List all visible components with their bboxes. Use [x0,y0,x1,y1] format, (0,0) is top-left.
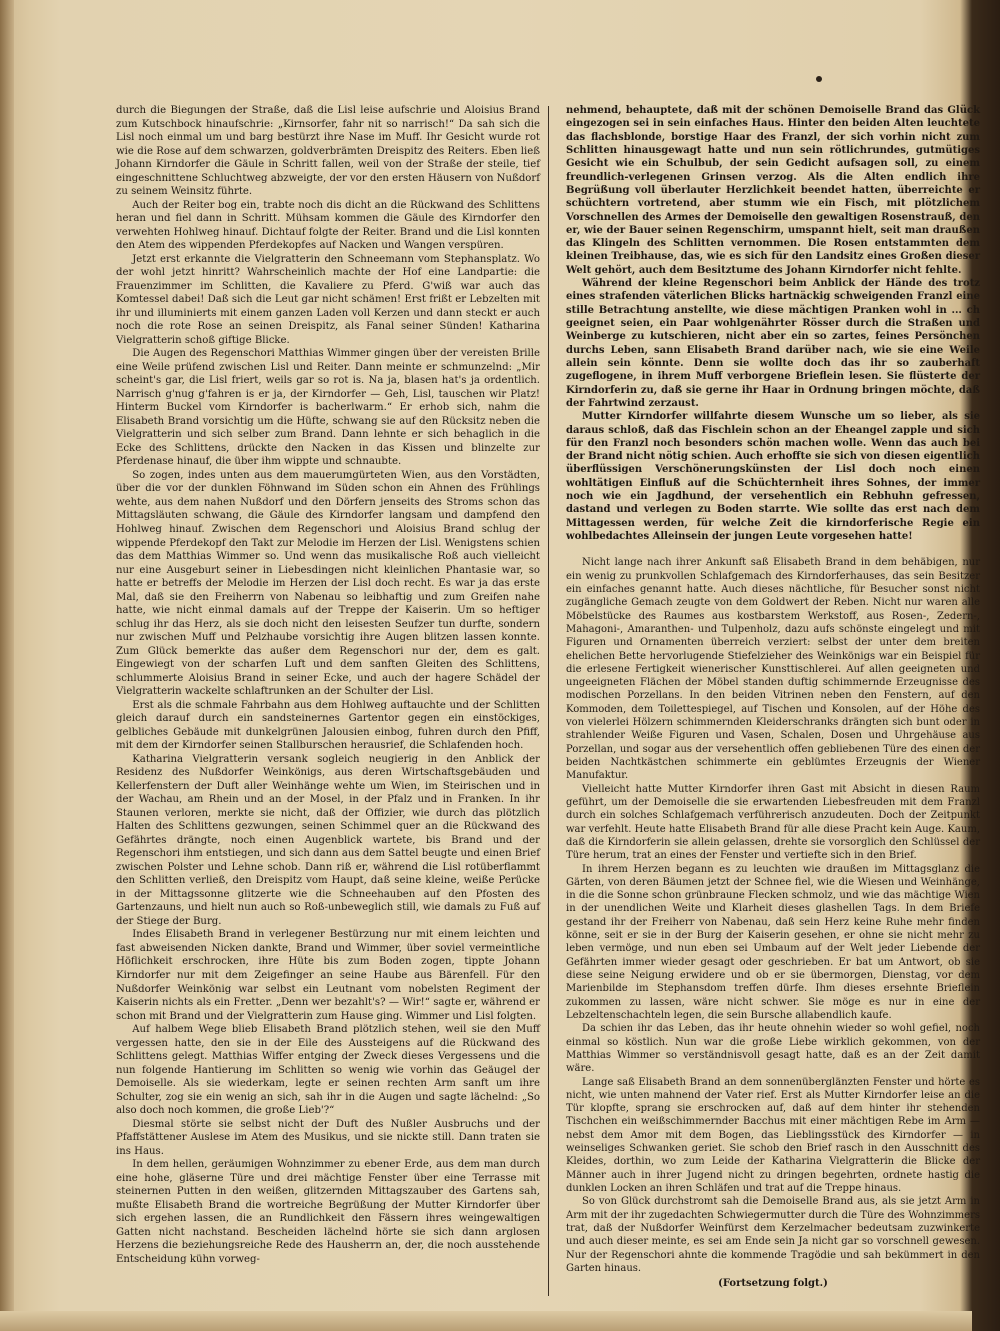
paragraph: Erst als die schmale Fahrbahn aus dem Hohlweg auftauchte und der Schlitten gleich darauf durch ein sandsteinernes Gartentor gegen ein einstöckiges, gelbliches Gebäude mit dunkelgrünen Jalousien einbog, fuhren durch den Pfiff, mit dem der Kirndorfer seinen Stallburschen herausrief, die Schlafenden hoch. [116,699,540,752]
paragraph: So von Glück durchstromt sah die Demoiselle Brand aus, als sie jetzt Arm in Arm mit der ihr zugedachten Schwiegermutter durch die Türe des Wohnzimmers trat, daß der Nußdorfer Weinfürst dem Kerzelmacher bedeutsam zuzwinkerte und auch dieser meinte, es sei am Ende sein Ja nicht gar so vorschnell gewesen. Nur der Regenschori ahnte die kommende Tragödie und sah bekümmert in den Garten hinaus. [566,1196,980,1274]
paragraph: Indes Elisabeth Brand in verlegener Bestürzung nur mit einem leichten und fast abweisenden Nicken dankte, Brand und Wimmer, über soviel vermeintliche Höflichkeit erschrocken, ihre Hüte bis zum Boden zogen, tippte Johann Kirndorfer nur mit dem Zeigefinger an seine Haube aus Bärenfell. Für den Nußdorfer Weinkönig war selbst ein Leutnant vom nobelsten Regiment der Kaiserin nichts als ein Fretter. „Denn wer bezahlt's? — Wir!“ sagte er, während er schon mit Brand und der Vielgratterin zum Hause ging. Wimmer und Lisl folgten. [116,929,540,1022]
paragraph: Auch der Reiter bog ein, trabte noch dis dicht an die Rückwand des Schlittens heran und fiel dann in Schritt. Mühsam kommen die Gäule des Kirndorfer den verwehten Hohlweg hinauf. Dichtauf folgte der Reiter. Brand und die Lisl konnten den Atem des wippenden Pferdekopfes auf Nacken und Wangen verspüren. [116,199,540,252]
paragraph: Jetzt erst erkannte die Vielgratterin den Schneemann vom Stephansplatz. Wo der wohl jetzt hinritt? Wahrscheinlich machte der Hof eine Landpartie: die Frauenzimmer im Schlitten, die Kavaliere zu Pferd. G'wiß war auch das Komtessel dabei! Daß sich die Leut gar nicht schämen! Erst frißt er Lebzelten mit ihr und illuminierts mit einem ganzen Laden voll Kerzen und dann steckt er auch noch die rote Rose an seinen Dreispitz, als Fanal seiner Sünden! Katharina Vielgratterin schoß giftige Blicke. [116,253,540,346]
paragraph: Auf halbem Wege blieb Elisabeth Brand plötzlich stehen, weil sie den Muff vergessen hatte, den sie in der Eile des Aussteigens auf die Rückwand des Schlittens gelegt. Matthias Wiffer entging der Zweck dieses Vergessens und die nun folgende Hantierung im Schlitten so wenig wie vorhin das Geäugel der Demoiselle. Als sie wiederkam, legte er seinen rechten Arm sanft um ihre Schulter, zog sie ein wenig an sich, sah ihr in die Augen und sagte lächelnd: „So also doch noch kommen, die große Lieb'?“ [116,1024,540,1117]
left-column [116,104,540,1266]
page-bottom-edge [0,1311,972,1331]
paragraph: durch die Biegungen der Straße, daß die Lisl leise aufschrie und Aloisius Brand zum Kutschbock hinaufschrie: „Kirnsorfer, fahr nit so narrisch!“ Da sah sich die Lisl noch einmal um und barg bestürzt ihre Nase im Muff. Ihr Gesicht wurde rot wie die Rose auf dem schwarzen, goldverbrämten Dreispitz des Reiters. Eben ließ Johann Kirndorfer die Gäule in Schritt fallen, weil von der Straße der steile, tief eingeschnittene Schluchtweg abzweigte, der vor den ersten Häusern von Nußdorf zu seinem Weinsitz führte. [116,105,540,198]
paragraph: So zogen, indes unten aus dem mauerumgürteten Wien, aus den Vorstädten, über die vor der dunklen Föhnwand im Süden schon ein Ahnen des Frühlings wehte, aus dem nahen Nußdorf und den Dörfern jenseits des Stroms schon das Mittagsläuten schwang, die Gäule des Kirndorfer langsam und dampfend den Hohlweg hinauf. Zwischen dem Regenschori und Aloisius Brand schlug der wippende Pferdekopf den Takt zur Melodie im Herzen der Lisl. Wenigstens schien das dem Matthias Wimmer so. Und wenn das musikalische Roß auch vielleicht nur eine Ausgeburt seiner in Liebesdingen nicht kleinlichen Phantasie war, so hatte er betreffs der Melodie im Herzen der Lisl doch recht. Es war ja das erste Mal, daß sie den Freiherrn von Nabenau so leibhaftig und zum Greifen nahe hatte, wie nicht einmal damals auf der Treppe der Kaiserin. Um so heftiger schlug ihr das Herz, als sie doch nicht den leisesten Seufzer tun durfte, sondern nur zwischen Muff und Pelzhaube vorsichtig ihre Augen blitzen lassen konnte. Zum Glück bemerkte das außer dem Regenschori nur der, dem es galt. Eingewiegt von der scharfen Luft und dem sanften Gleiten des Schlittens, schlummerte Aloisius Brand in seiner Ecke, und auch der hagere Schädel der Vielgratterin wackelte schlaftrunken an der Schulter der Lisl. [116,469,540,698]
paragraph: Lange saß Elisabeth Brand an dem sonnenüberglänzten Fenster und hörte es nicht, wie unten mahnend der Vater rief. Erst als Mutter Kirndorfer leise an die Tür klopfte, sprang sie erschrocken auf, daß auf dem hinter ihr stehenden Tischchen ein weißschimmernder Bacchus mit einer mächtigen Rebe im Arm — nebst dem Amor mit dem Bogen, das Lieblingsstück des Kirndorfer — in weinseliges Schwanken geriet. Sie schob den Brief rasch in den Ausschnitt des Kleides, dorthin, wo zum Leide der Katharina Vielgratterin die Blicke der Männer auch in ihrer Jugend nicht zu dringen begehrten, ordnete hastig die dunklen Locken an ihren Schläfen und trat auf die Treppe hinaus. [566,1076,980,1194]
page-binding-edge [0,0,14,1331]
paragraph: In dem hellen, geräumigen Wohnzimmer zu ebener Erde, aus dem man durch eine hohe, gläserne Türe und drei mächtige Fenster über eine Terrasse mit steinernen Putten in den weißen, glitzernden Mittagszauber des Gartens sah, mußte Elisabeth Brand die wortreiche Begrüßung der Mutter Kirndorfer über sich ergehen lassen, die an Rundlichkeit den Fässern ihres weingewaltigen Gatten nicht nachstand. Bescheiden lächelnd hörte sie sich dann arglosen Herzens die beziehungsreiche Rede des Hausherrn an, der, die noch ausstehende Entscheidung kühn vorweg- [116,1159,540,1265]
paragraph: Die Augen des Regenschori Matthias Wimmer gingen über der vereisten Brille eine Weile prüfend zwischen Lisl und Reiter. Dann meinte er schmunzelnd: „Mir scheint's gar, die Lisl friert, weils gar so rot is. Na ja, blasen hat's ja ordentlich. Narrisch g'nug g'fahren is er ja, der Kirndorfer — Geh, Lisl, tauschen wir Platz! Hinterm Buckel vom Kirndorfer is bacherlwarm.“ Er erhob sich, nahm die Elisabeth Brand vorsichtig um die Hüfte, schwang sie auf den Rücksitz neben die Vielgratterin und sich selber zum Brand. Dann lehnte er sich behaglich in die Ecke des Schlittens, drückte den Nacken in das Kissen und blinzelte zur Pferdenase hinauf, die über ihm wippte und schnaubte. [116,348,540,468]
ink-dot [816,76,822,82]
paragraph: Diesmal störte sie selbst nicht der Duft des Nußler Ausbruchs und der Pfaffstättener Auslese im Atem des Musikus, und sie nickte still. Dann traten sie ins Haus. [116,1118,540,1157]
paragraph: Während der kleine Regenschori beim Anblick der Hände des trotz eines strafenden väterlichen Blicks hartnäckig schweigenden Franzl eine stille Betrachtung anstellte, wie diese mächtigen Pranken wohl in ... ch geeignet seien, ein Paar wohlgenährter Rösser durch die Straßen und Weinberge zu kutschieren, nicht aber ein so zartes, feines Persönchen durchs Leben, sann Elisabeth Brand darüber nach, wie sie eine Weile allein sein könnte. Denn sie wollte doch das ihr so zauberhaft zugeflogene, in ihrem Muff verborgene Brieflein lesen. Sie flüsterte der Kirndorferin zu, daß sie gerne ihr Haar in Ordnung bringen möchte, daß der Fahrtwind zerzaust. [566,278,980,409]
paragraph: In ihrem Herzen begann es zu leuchten wie draußen im Mittagsglanz die Gärten, von deren Bäumen jetzt der Schnee fiel, wie die Wiesen und Weinhänge, in die die Sonne schon grünbraune Flecken schmolz, und wie das mächtige Wien in der unendlichen Weite und Klarheit dieses glashellen Tags. In dem Briefe gestand ihr der Freiherr von Nabenau, daß sein Herz keine Ruhe mehr finden könne, seit er sie in der Burg der Kaiserin gesehen, er ohne sie nicht mehr zu leben vermöge, und nun eben sei Umbaum auf der Welt jeder Liebende der Gefährten immer wieder gesagt oder geschrieben. Er bat um Antwort, ob sie diese seine Neigung erwidere und ob er sie übermorgen, Dienstag, vor dem Marienbilde im Stephansdom treffen dürfe. Ihm dieses ersehnte Brieflein zukommen zu lassen, wäre nicht schwer. Sie möge es nur in eine der Lebzeltenschachteln legen, die sein Bursche allabendlich kaufe. [566,863,980,1021]
paragraph: Vielleicht hatte Mutter Kirndorfer ihren Gast mit Absicht in diesen Raum geführt, um der Demoiselle die sie erwartenden Liebesfreuden mit dem Franzl durch ein solches Schlafgemach verführerisch anzudeuten. Doch der Zeitpunkt war verfehlt. Heute hatte Elisabeth Brand für alle diese Pracht kein Auge. Kaum, daß die Kirndorferin sie allein gelassen, drehte sie vorsorglich den Schlüssel der Türe herum, trat an eines der Fenster und vertiefte sich in den Brief. [566,783,980,862]
column-divider [548,106,549,1296]
paragraph: Katharina Vielgratterin versank sogleich neugierig in den Anblick der Residenz des Nußdorfer Weinkönigs, aus deren Wirtschaftsgebäuden und Kellerfenstern der Duft aller Weinhänge wehte um Wien, im Steirischen und in der Wachau, am Rhein und an der Mosel, in der Pfalz und in Franken. In ihr Staunen verloren, merkte sie nicht, daß der Offizier, wie durch das plötzlich Halten des Schlittens gezwungen, seinen Schimmel quer an die Rückwand des Gefährtes drängte, noch einen Augenblick wartete, bis Brand und der Regenschori ihm entstiegen, und sich dann aus dem Sattel beugte und einen Brief zwischen Polster und Lehne schob. Dann riß er, während die Lisl rotüberflammt den Schlitten verließ, den Dreispitz vom Haupt, daß seine kleine, weiße Perücke in der Mittagssonne glitzerte wie die Schneehauben auf den Pfosten des Gartenzauns, und hielt nun auch so Roß-unbeweglich still, wie damals zu Fuß auf der Stiege der Burg. [116,753,540,927]
paragraph: Mutter Kirndorfer willfahrte diesem Wunsche um so lieber, als sie daraus schloß, daß das Fischlein schon an der Eheangel zapple und sich für den Franzl noch besonders schön machen wolle. Wenn das auch bei der Brand nicht nötig schien. Auch erhoffte sie sich von diesen eigentlich überflüssigen Verschönerungskünsten der Lisl doch noch einen wohltätigen Einfluß auf die Schüchternheit ihres Sohnes, der immer noch wie ein Jagdhund, der versehentlich ein Rebhuhn gefressen, dastand und verlegen zu Boden starrte. Wie sollte das erst nach dem Mittagessen werden, für welche Zeit die kirndorferische Regie ein wohlbedachtes Alleinsein der jungen Leute vorgesehen hatte! [566,411,980,542]
continuation-note: (Fortsetzung folgt.) [718,1278,828,1290]
paragraph: nehmend, behauptete, daß mit der schönen Demoiselle Brand das Glück eingezogen sei in sein einfaches Haus. Hinter den beiden Alten leuchtete das flachsblonde, borstige Haar des Franzl, der sich vorhin nicht zum Schlitten hinausgewagt hatte und nun sein rötlichrundes, gutmütiges Gesicht wie ein Schulbub, der sein Gedicht aufsagen soll, zu einem freundlich-verlegenen Grinsen verzog. Als die Alten endlich ihre Begrüßung voll überlauter Herzlichkeit beendet hatten, überreichte er schüchtern vortretend, aber stumm wie ein Fisch, mit plötzlichem Vorschnellen des Armes der Demoiselle den gewaltigen Rosenstrauß, den er, wie der Bauer seinen Regenschirm, umspannt hielt, seit man draußen das Klingeln des Schlitten vernommen. Die Rosen entstammten dem kleinen Treibhause, das, wie es sich für den Landsitz eines Großen dieser Welt gehört, auch dem Besitztume des Johann Kirndorfer nicht fehlte. [566,105,980,276]
right-column [566,104,980,1291]
paragraph: Da schien ihr das Leben, das ihr heute ohnehin wieder so wohl gefiel, noch einmal so köstlich. Nun war die große Liebe wirklich gekommen, von der Matthias Wimmer so verständnisvoll gesagt hatte, daß es an der Zeit damit wäre. [566,1023,980,1075]
paragraph: Nicht lange nach ihrer Ankunft saß Elisabeth Brand in dem behäbigen, nur ein wenig zu prunkvollen Schlafgemach des Kirndorferhauses, das sein Besitzer ein einfaches genannt hatte. Auch dieses nächtliche, für Besucher sonst nicht zugängliche Gemach zeugte von dem Goldwert der Reben. Nicht nur waren alle Möbelstücke des Raumes aus kostbarstem Werkstoff, aus Rosen-, Zedern-, Mahagoni-, Amaranthen- und Tulpenholz, dazu aufs schönste eingelegt und mit Figuren und Ornamenten überreich verziert: selbst der unter dem breiten ehelichen Bette hervorlugende Stiefelzieher des Weinkönigs war ein Beispiel für die erlesene Fertigkeit wienerischer Kunsttischlerei. Auf allen geeigneten und ungeeigneten Flächen der Möbel standen duftig schimmernde Erzeugnisse des modischen Porzellans. In den beiden Vitrinen neben den Fenstern, auf den Kommoden, dem Toilettespiegel, auf Tischen und Konsolen, auf der Höhe des von vielerlei Hölzern schimmernden Kleiderschranks drängten sich bunt oder in strahlender Weiße Figuren und Vasen, Schalen, Dosen und Uhrgehäuse aus Porzellan, und sogar aus der versehentlich offen gebliebenen Türe des einen der beiden Nachtkästchen schimmerte ein geblümtes Erzeugnis der Wiener Manufaktur. [566,557,980,782]
